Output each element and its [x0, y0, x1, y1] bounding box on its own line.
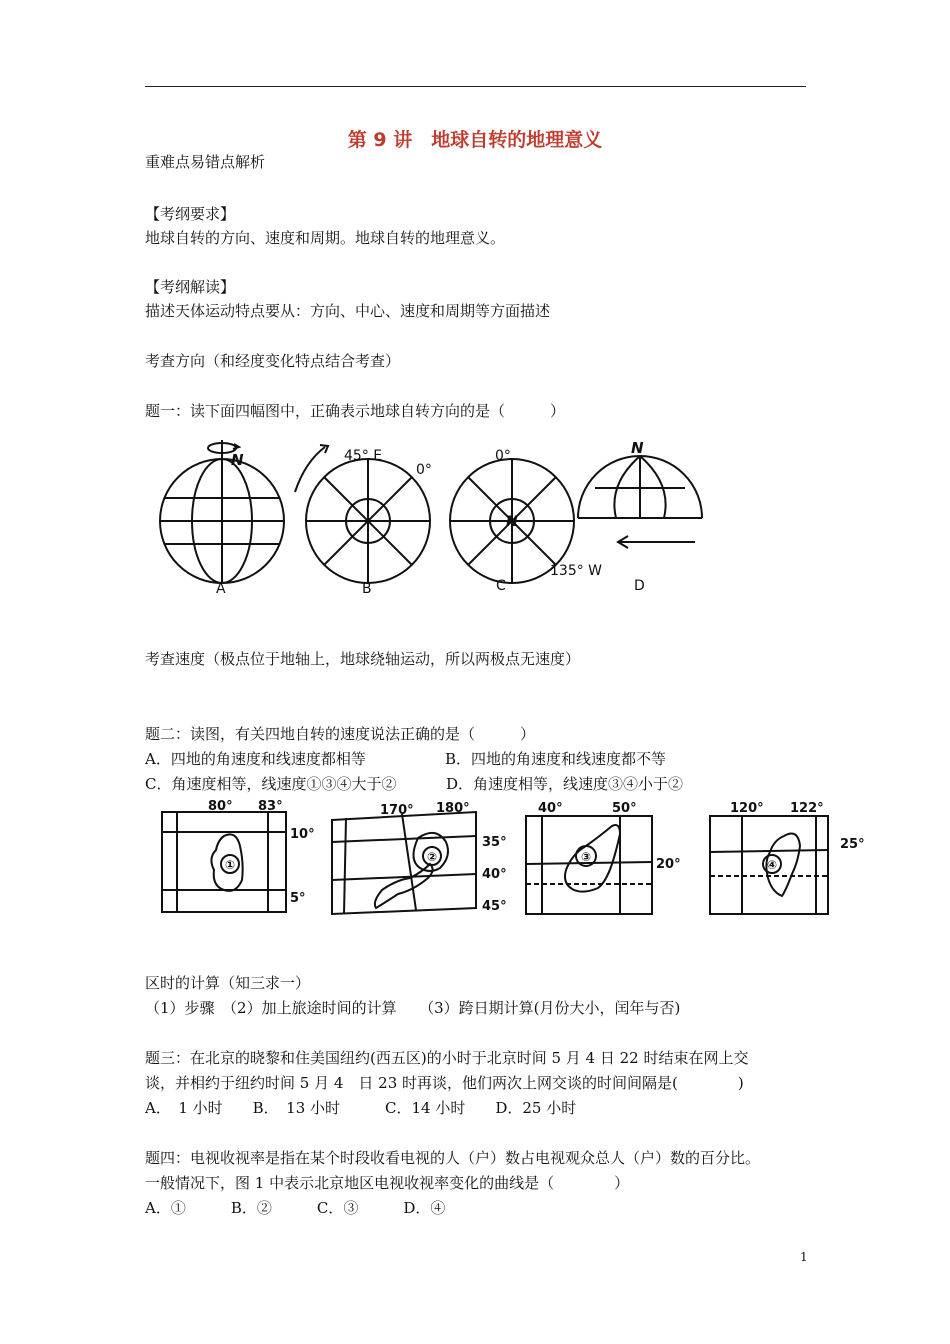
b-longitude-label: 45° E: [344, 448, 383, 464]
c-pole-label: N: [506, 514, 518, 530]
header-rule: [145, 86, 806, 87]
section-heading-interpretation: 【考纲解读】: [145, 278, 236, 296]
question-2-option-d: D．角速度相等，线速度③④小于②: [446, 775, 684, 793]
d-pole-label: N: [631, 439, 644, 457]
rotation-direction-figure: [150, 432, 710, 602]
map1-mark: ①: [225, 858, 236, 872]
map2-lon1: 170°: [380, 803, 414, 818]
map2-mark: ②: [427, 850, 438, 864]
map1-lon1: 80°: [208, 799, 233, 814]
figure-letter-d: D: [634, 578, 645, 594]
map3-lat1: 20°: [656, 857, 681, 872]
figure-letter-a: A: [216, 581, 226, 597]
map3-lon1: 40°: [538, 801, 563, 816]
map3-lon2: 50°: [612, 801, 637, 816]
island-maps-figure: [150, 798, 880, 918]
c-longitude-label: 135° W: [550, 563, 603, 579]
map2-lat3: 45°: [482, 899, 507, 914]
map2-lon2: 180°: [436, 801, 470, 816]
a-pole-label: N: [231, 451, 244, 469]
question-3-line-1: 题三：在北京的晓黎和住美国纽约(西五区)的小时于北京时间 5 月 4 日 22 时结束在网上交: [145, 1049, 749, 1067]
question-4-line-1: 题四：电视收视率是指在某个时段收看电视的人（户）数占电视观众总人（户）数的百分比。: [145, 1149, 761, 1167]
map4-lon1: 120°: [730, 801, 764, 816]
map1-lon2: 83°: [258, 799, 283, 814]
question-2-option-b: B．四地的角速度和线速度都不等: [445, 750, 667, 768]
question-3-options: A． 1 小时 B． 13 小时 C．14 小时 D．25 小时: [145, 1099, 577, 1117]
map3-mark: ③: [581, 850, 592, 864]
intro-text: 重难点易错点解析: [145, 153, 266, 171]
question-4-options: A．① B．② C．③ D．④: [145, 1199, 446, 1217]
topic-speed: 考查速度（极点位于地轴上，地球绕轴运动，所以两极点无速度）: [145, 650, 581, 668]
map4-lat1: 25°: [840, 837, 865, 852]
section-text-requirements: 地球自转的方向、速度和周期。地球自转的地理意义。: [145, 229, 506, 247]
b-zero-label: 0°: [416, 462, 432, 478]
page-number: 1: [800, 1250, 808, 1264]
question-2-option-c: C．角速度相等，线速度①③④大于②: [145, 775, 397, 793]
question-2-stem: 题二：读图，有关四地自转的速度说法正确的是（ ）: [145, 725, 536, 743]
figure-letter-c: C: [496, 578, 506, 594]
map4-mark: ④: [767, 858, 778, 872]
timezone-steps: （1）步骤 （2）加上旅途时间的计算 （3）跨日期计算(月份大小，闰年与否): [145, 999, 681, 1017]
c-zero-label: 0°: [495, 448, 511, 464]
question-2-option-a: A．四地的角速度和线速度都相等: [145, 750, 366, 768]
map4-lon2: 122°: [790, 801, 824, 816]
section-text-interpretation: 描述天体运动特点要从：方向、中心、速度和周期等方面描述: [145, 302, 551, 320]
section-heading-requirements: 【考纲要求】: [145, 205, 236, 223]
topic-timezone: 区时的计算（知三求一）: [145, 974, 311, 992]
map1-lat2: 5°: [290, 891, 306, 906]
question-3-line-2: 谈，并相约于纽约时间 5 月 4 日 23 时再谈，他们两次上网交谈的时间间隔是( ): [145, 1074, 744, 1092]
question-1-stem: 题一：读下面四幅图中，正确表示地球自转方向的是（ ）: [145, 402, 566, 420]
topic-direction: 考查方向（和经度变化特点结合考查）: [145, 352, 401, 370]
figure-letter-b: B: [362, 581, 372, 597]
question-4-line-2: 一般情况下，图 1 中表示北京地区电视收视率变化的曲线是（ ）: [145, 1174, 630, 1192]
map1-lat1: 10°: [290, 827, 315, 842]
page-title: 第 9 讲 地球自转的地理意义: [347, 129, 603, 151]
map2-lat2: 40°: [482, 867, 507, 882]
map2-lat1: 35°: [482, 835, 507, 850]
